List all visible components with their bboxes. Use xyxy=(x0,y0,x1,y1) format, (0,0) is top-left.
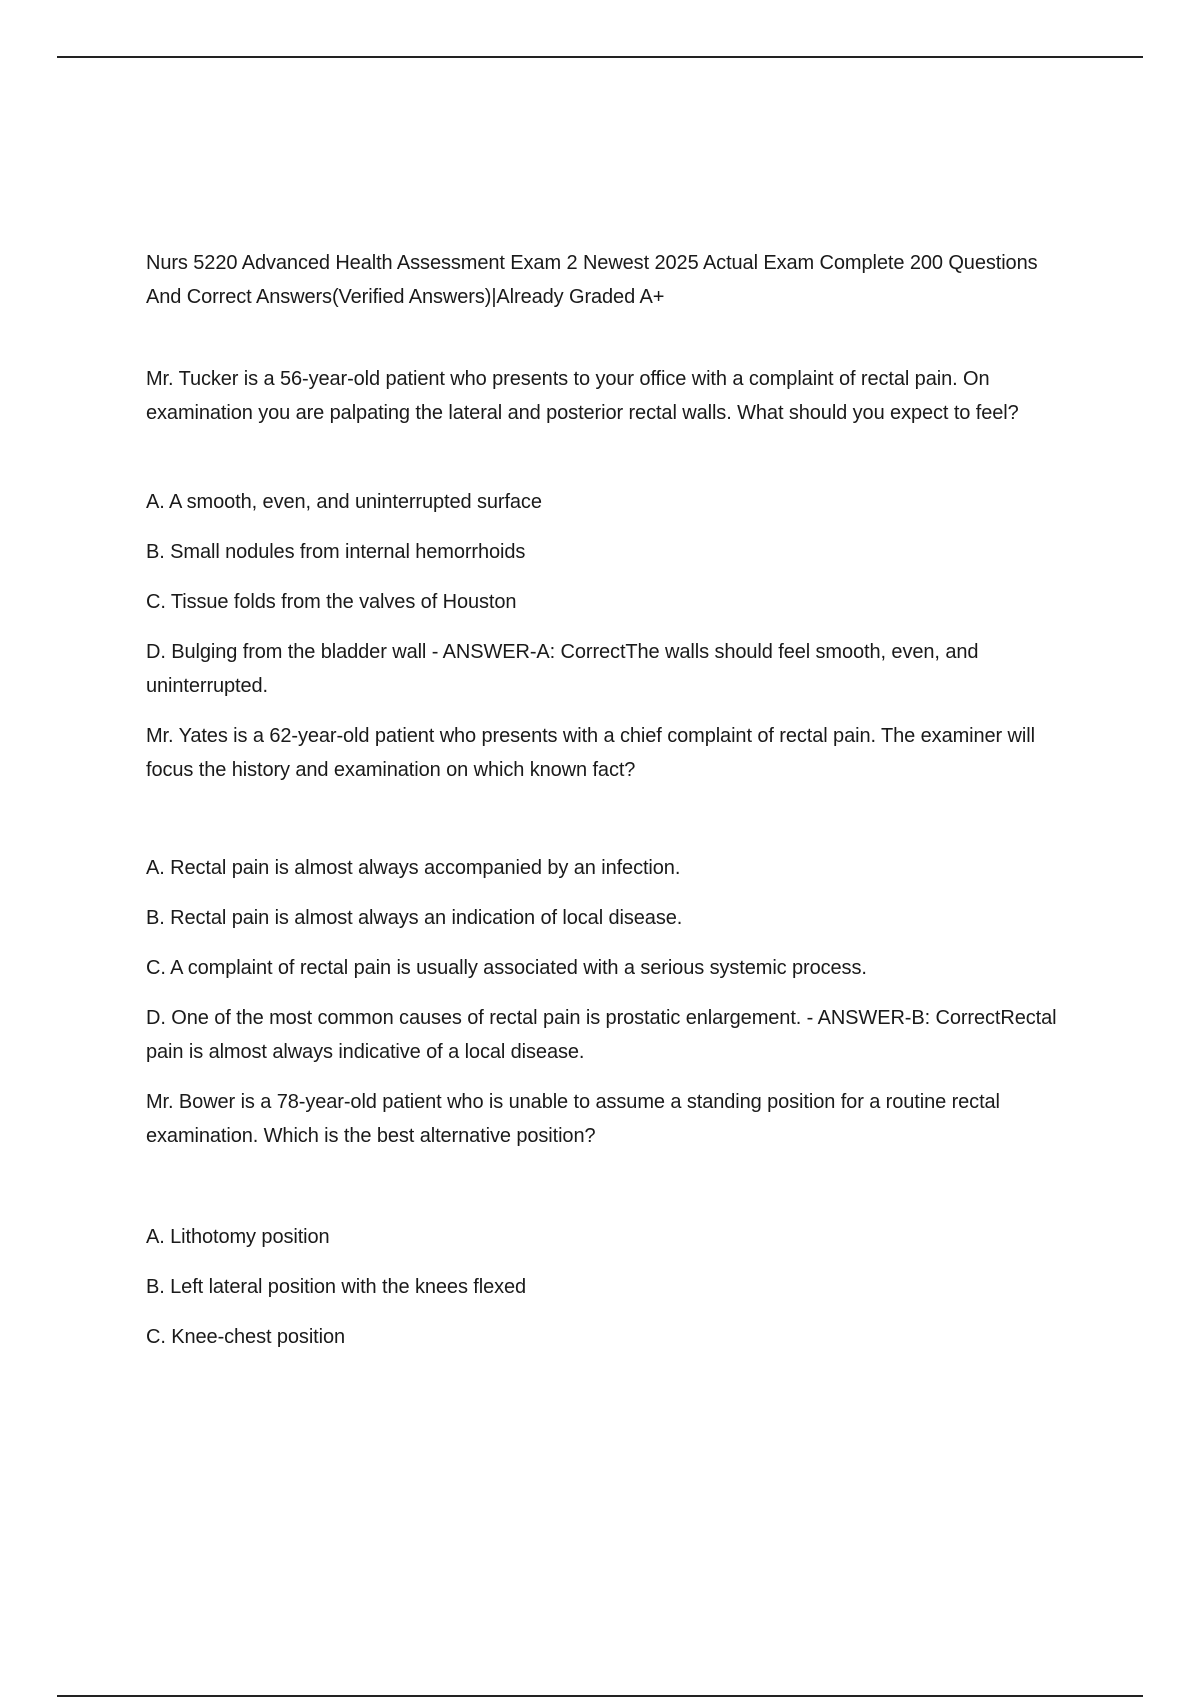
question-2-option-c: C. A complaint of rectal pain is usually associated with a serious systemic process. xyxy=(146,957,867,979)
question-3-option-b: B. Left lateral position with the knees flexed xyxy=(146,1276,527,1298)
header-rule xyxy=(57,56,1143,58)
document-body xyxy=(146,246,1106,1354)
document-title: Nurs 5220 Advanced Health Assessment Exam 2 Newest 2025 Actual Exam Complete 200 Questions And Correct Answers(Verified Answers)|Already Graded A+ xyxy=(146,252,1038,308)
question-3-option-c: C. Knee-chest position xyxy=(146,1326,346,1348)
question-1-option-c: C. Tissue folds from the valves of Houston xyxy=(146,591,517,613)
question-2-stem: Mr. Yates is a 62-year-old patient who presents with a chief complaint of rectal pain. The examiner will focus the history and examination on which known fact? xyxy=(146,725,1035,781)
question-3-stem: Mr. Bower is a 78-year-old patient who is unable to assume a standing position for a routine rectal examination. Which is the best alternative position? xyxy=(146,1091,1000,1147)
question-3-option-a: A. Lithotomy position xyxy=(146,1226,330,1248)
question-2-option-a: A. Rectal pain is almost always accompanied by an infection. xyxy=(146,857,681,879)
question-1-stem: Mr. Tucker is a 56-year-old patient who presents to your office with a complaint of rectal pain. On examination you are palpating the lateral and posterior rectal walls. What should you expect to feel? xyxy=(146,368,1019,424)
question-1-option-b: B. Small nodules from internal hemorrhoids xyxy=(146,541,526,563)
question-2-option-b: B. Rectal pain is almost always an indication of local disease. xyxy=(146,907,683,929)
question-1-option-a: A. A smooth, even, and uninterrupted surface xyxy=(146,491,542,513)
question-1-option-d: D. Bulging from the bladder wall - ANSWER-A: CorrectThe walls should feel smooth, even, and uninterrupted. xyxy=(146,641,979,697)
question-2-option-d: D. One of the most common causes of rectal pain is prostatic enlargement. - ANSWER-B: CorrectRectal pain is almost always indicative of a local disease. xyxy=(146,1007,1057,1063)
footer-rule xyxy=(57,1695,1143,1697)
